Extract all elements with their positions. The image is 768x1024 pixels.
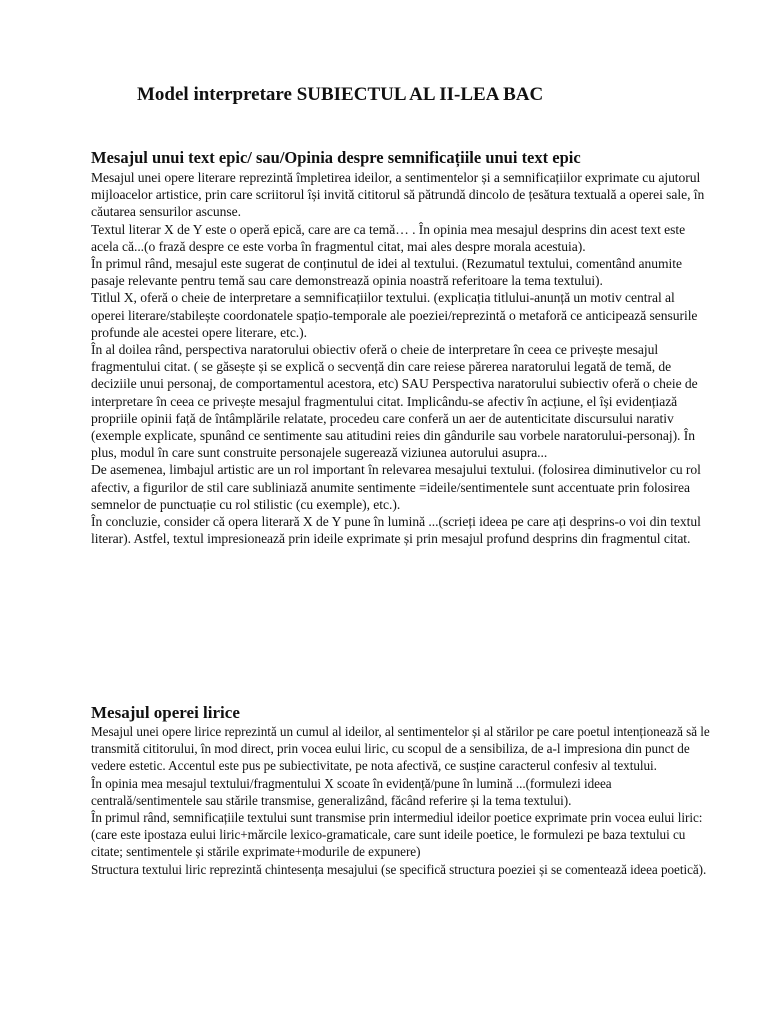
paragraph: În al doilea rând, perspectiva naratorului obiectiv oferă o cheie de interpretare în ceea ce privește mesajul fragmentului citat. ( se găsește și se explică o secvență din care reiese părerea naratorului legată de temă, de deciziile unui personaj, de comportamentul acestora, etc) SAU Perspectiva naratorului subiectiv oferă o cheie de interpretare în ceea ce privește mesajul fragmentului citat. Implicându-se afectiv în acțiune, el își evidențiază propriile opinii față de întâmplările relatate, procedeu care conferă un aer de autenticitate discursului narativ (exemple explicate, spunând ce sentimente sau atitudini reies din gândurile sau vorbele naratorului-personaj). În plus, modul în care sunt construite personajele sugerează viziunea autorului asupra... xyxy=(91,342,698,461)
paragraph: Titlul X, oferă o cheie de interpretare a semnificațiilor textului. (explicația titlului-anunță un motiv central al operei literare/stabilește coordonatele spațio-temporale ale poeziei/reprezintă o metaforă ce anticipează sensurile profunde ale acestei opere literare, etc.). xyxy=(91,290,698,340)
paragraph: Mesajul unei opere literare reprezintă împletirea ideilor, a sentimentelor și a semnificațiilor exprimate cu ajutorul mijloacelor artistice, prin care scriitorul își invită cititorul să pătrundă dincolo de țesătura textuală a operei sale, în căutarea sensurilor ascunse. xyxy=(91,170,705,220)
paragraph: Structura textului liric reprezintă chintesența mesajului (se specifică structura poeziei și se comentează ideea poetică). xyxy=(91,861,707,877)
paragraph: Mesajul unei opere lirice reprezintă un cumul al ideilor, al sentimentelor și al stărilor pe care poetul intenționează să le transmită cititorului, în mod direct, prin vocea eului liric, cu scopul de a sensibiliza, de a-l impresiona din punct de vedere estetic. Accentul este pus pe subiectivitate, pe nota afectivă, ce susține caracterul confesiv al textului. xyxy=(91,724,710,774)
paragraph: Textul literar X de Y este o operă epică, care are ca temă… . În opinia mea mesajul desprins din acest text este acela că...(o frază despre ce este vorba în fragmentul citat, mai ales despre morala acestuia). xyxy=(91,221,686,254)
paragraph: În primul rând, mesajul este sugerat de conținutul de idei al textului. (Rezumatul textului, comentând anumite pasaje relevante pentru temă sau care demonstrează opinia noastră referitoare la tema textului). xyxy=(91,256,682,289)
paragraph: În concluzie, consider că opera literară X de Y pune în lumină ...(scrieți ideea pe care ați desprins-o voi din textul literar). Astfel, textul impresionează prin ideile exprimate și prin mesajul profund desprins din fragmentul citat. xyxy=(91,514,701,547)
paragraph: În opinia mea mesajul textului/fragmentului X scoate în evidență/pune în lumină ...(formulezi ideea centrală/sentimentele sau stările transmise, generalizând, făcând referire și la tema textului). xyxy=(91,775,612,808)
document-title: Model interpretare SUBIECTUL AL II-LEA BAC xyxy=(137,84,544,105)
section-epic-message xyxy=(91,148,711,547)
section-heading-lyric: Mesajul operei lirice xyxy=(91,703,240,722)
paragraph: În primul rând, semnificațiile textului sunt transmise prin intermediul ideilor poetice exprimate prin vocea eului liric: (care este ipostaza eului liric+mărcile lexico-gramaticale, care sunt ideile poetice, le formulezi pe baza textului cu citate; sentimentele și stările exprimate+modurile de expunere) xyxy=(91,810,703,860)
paragraph: De asemenea, limbajul artistic are un rol important în relevarea mesajului textului. (folosirea diminutivelor cu rol afectiv, a figurilor de stil care subliniază anumite sentimente =ideile/sentimentele sunt accentuate prin folosirea semnelor de punctuație cu rol stilistic (cu exemple), etc.). xyxy=(91,462,701,512)
section-heading-epic: Mesajul unui text epic/ sau/Opinia despre semnificațiile unui text epic xyxy=(91,148,581,167)
section-lyric-message xyxy=(91,703,711,878)
